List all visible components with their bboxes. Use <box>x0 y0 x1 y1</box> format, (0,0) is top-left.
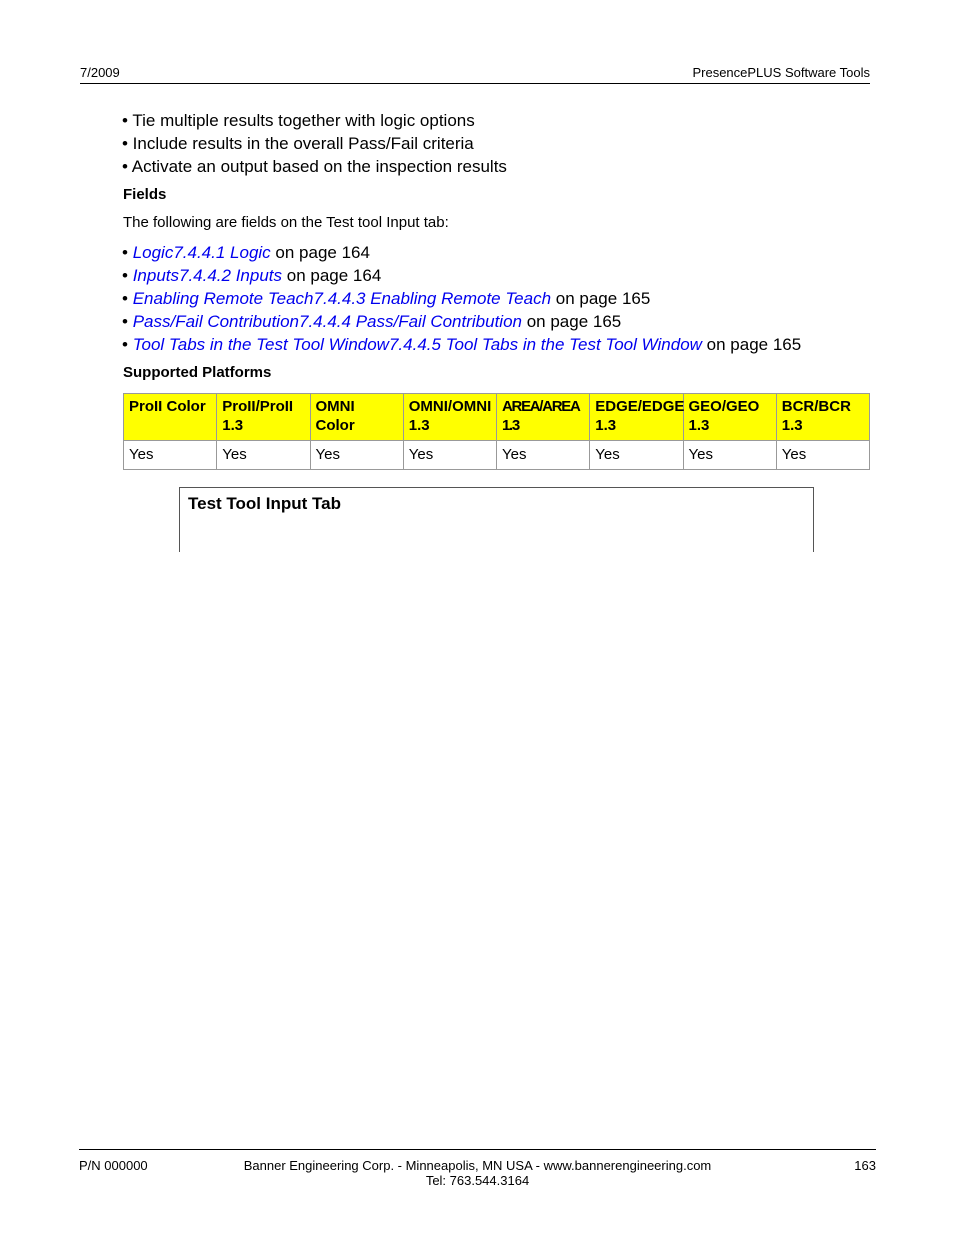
fields-intro: The following are fields on the Test tool Input tab: <box>123 214 449 231</box>
platforms-heading: Supported Platforms <box>123 364 272 381</box>
bullet: • <box>122 312 133 331</box>
table-row <box>124 441 870 470</box>
list-item <box>122 333 801 356</box>
header-date: 7/2009 <box>80 65 120 80</box>
table-cell: Yes <box>403 441 496 470</box>
table-cell: Yes <box>310 441 403 470</box>
link-logic[interactable]: Logic7.4.4.1 Logic <box>132 243 271 262</box>
bullet: • <box>122 243 133 262</box>
bullet: • <box>122 289 133 308</box>
list-item <box>122 241 801 264</box>
page-ref: on page 164 <box>270 243 370 262</box>
part-number: P/N 000000 <box>79 1158 148 1173</box>
list-item <box>122 287 801 310</box>
column-header: OMNI/OMNI 1.3 <box>403 394 496 441</box>
column-header: ProII/ProII 1.3 <box>217 394 310 441</box>
table-header-row <box>124 394 870 441</box>
intro-bullet-list <box>122 109 507 178</box>
fields-link-list <box>122 241 801 356</box>
platforms-table <box>123 393 870 470</box>
company-line: Banner Engineering Corp. - Minneapolis, MN USA - www.bannerengineering.com <box>243 1158 712 1173</box>
telephone-line: Tel: 763.544.3164 <box>425 1173 530 1188</box>
table-cell: Yes <box>590 441 683 470</box>
table-cell: Yes <box>683 441 776 470</box>
column-header: AREA/AREA 1.3 <box>497 394 590 441</box>
list-item: • Activate an output based on the inspection results <box>122 157 507 176</box>
page-header <box>80 64 870 84</box>
page-ref: on page 165 <box>522 312 622 331</box>
table-cell: Yes <box>217 441 310 470</box>
link-inputs[interactable]: Inputs7.4.4.2 Inputs <box>132 266 283 285</box>
link-pass-fail-contribution[interactable]: Pass/Fail Contribution7.4.4.4 Pass/Fail Contribution <box>132 312 522 331</box>
bullet: • <box>122 335 133 354</box>
link-enabling-remote-teach[interactable]: Enabling Remote Teach7.4.4.3 Enabling Remote Teach <box>132 289 552 308</box>
table-cell: Yes <box>776 441 869 470</box>
column-header: OMNI Color <box>310 394 403 441</box>
page-footer <box>79 1149 876 1188</box>
table-cell: Yes <box>124 441 217 470</box>
page-ref: on page 165 <box>701 335 802 354</box>
list-item <box>122 310 801 333</box>
footer-company-info <box>79 1158 876 1188</box>
fields-heading: Fields <box>123 186 167 203</box>
column-header: EDGE/EDGE 1.3 <box>590 394 683 441</box>
table-cell: Yes <box>497 441 590 470</box>
bullet: • <box>122 266 133 285</box>
page-ref: on page 164 <box>282 266 382 285</box>
column-header: BCR/BCR 1.3 <box>776 394 869 441</box>
list-item <box>122 264 801 287</box>
header-title: PresencePLUS Software Tools <box>692 65 870 80</box>
column-header: ProII Color <box>124 394 217 441</box>
link-tool-tabs[interactable]: Tool Tabs in the Test Tool Window7.4.4.5 Tool Tabs in the Test Tool Window <box>132 335 702 354</box>
figure-title: Test Tool Input Tab <box>188 494 341 513</box>
page-ref: on page 165 <box>551 289 651 308</box>
column-header: GEO/GEO 1.3 <box>683 394 776 441</box>
page-number: 163 <box>854 1158 876 1173</box>
list-item: • Include results in the overall Pass/Fail criteria <box>122 134 474 153</box>
list-item: • Tie multiple results together with logic options <box>122 111 475 130</box>
figure-frame <box>179 487 814 552</box>
